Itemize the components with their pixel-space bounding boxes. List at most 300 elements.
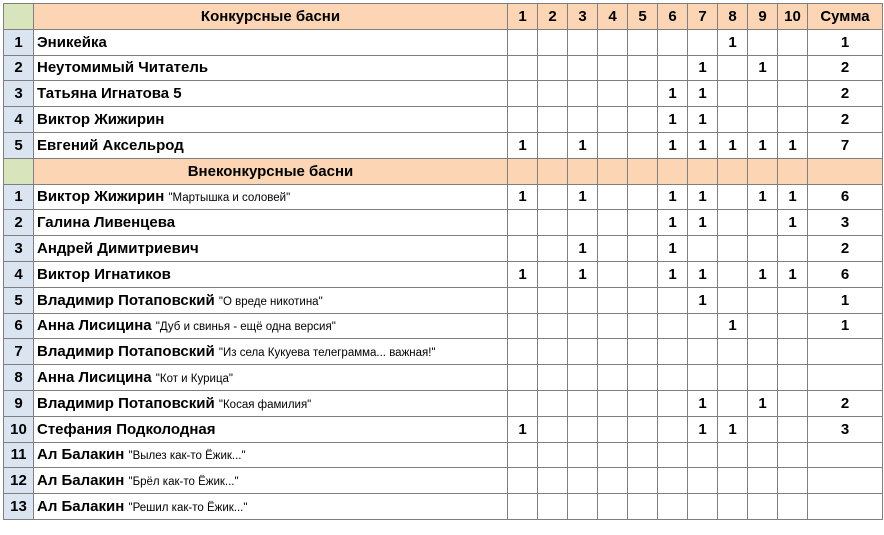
vote-cell [568,313,598,339]
vote-cell [778,442,808,468]
vote-cell [598,365,628,391]
vote-cell [538,365,568,391]
vote-cell [718,184,748,210]
vote-cell [538,416,568,442]
vote-cell [778,494,808,520]
header-corner-cell [4,158,34,184]
vote-cell [508,468,538,494]
jury-column-header [658,158,688,184]
row-number: 13 [4,494,34,520]
author-name: Андрей Димитриевич [37,240,199,258]
vote-cell [538,261,568,287]
vote-cell: 1 [658,184,688,210]
vote-cell [778,339,808,365]
vote-cell [508,313,538,339]
vote-cell [688,468,718,494]
sum-column-header: Сумма [808,4,883,30]
author-name: Владимир Потаповский [37,394,215,412]
row-number: 1 [4,184,34,210]
vote-cell: 1 [658,236,688,262]
vote-cell [628,184,658,210]
sum-cell: 2 [808,81,883,107]
vote-cell [598,210,628,236]
vote-cell [778,81,808,107]
vote-cell [598,416,628,442]
vote-cell [538,494,568,520]
vote-cell: 1 [508,132,538,158]
fable-title: "Дуб и свинья - ещё одна версия" [155,321,336,334]
row-number: 6 [4,313,34,339]
entry-cell [34,339,508,365]
vote-cell [568,210,598,236]
author-name: Владимир Потаповский [37,343,215,361]
vote-cell [628,132,658,158]
vote-cell [508,81,538,107]
row-number: 4 [4,261,34,287]
vote-cell: 1 [778,210,808,236]
vote-cell: 1 [748,390,778,416]
vote-cell [778,468,808,494]
vote-cell [508,287,538,313]
vote-cell [508,107,538,133]
vote-cell: 1 [688,184,718,210]
vote-cell [628,236,658,262]
vote-cell [688,494,718,520]
vote-cell [568,442,598,468]
author-name: Владимир Потаповский [37,291,215,309]
jury-column-header [598,158,628,184]
jury-column-header [718,158,748,184]
vote-cell [508,210,538,236]
vote-cell [508,365,538,391]
author-name: Виктор Жижирин [37,111,165,129]
sum-cell: 6 [808,184,883,210]
entry-cell [34,184,508,210]
vote-cell [748,107,778,133]
vote-cell: 1 [568,184,598,210]
vote-cell [628,55,658,81]
row-number: 12 [4,468,34,494]
section-title: Внеконкурсные басни [34,158,508,184]
author-name: Галина Ливенцева [37,214,176,232]
vote-cell [628,81,658,107]
vote-cell [688,365,718,391]
vote-cell [508,55,538,81]
jury-column-header: 6 [658,4,688,30]
entry-cell [34,442,508,468]
vote-cell [718,494,748,520]
vote-cell [718,55,748,81]
jury-column-header: 5 [628,4,658,30]
vote-cell: 1 [568,261,598,287]
vote-cell: 1 [688,210,718,236]
jury-column-header [688,158,718,184]
vote-cell [688,339,718,365]
jury-column-header [508,158,538,184]
row-number: 2 [4,55,34,81]
jury-column-header [538,158,568,184]
vote-cell [778,29,808,55]
author-name: Виктор Игнатиков [37,265,171,283]
vote-cell [628,390,658,416]
entry-cell [34,261,508,287]
vote-cell [778,390,808,416]
vote-cell [628,313,658,339]
vote-cell [508,442,538,468]
vote-cell [658,365,688,391]
entry-cell [34,29,508,55]
vote-cell [598,261,628,287]
vote-cell: 1 [778,261,808,287]
vote-cell [718,81,748,107]
vote-cell [688,29,718,55]
vote-cell [568,55,598,81]
vote-cell [568,287,598,313]
vote-cell [628,107,658,133]
vote-cell [718,442,748,468]
vote-cell: 1 [688,81,718,107]
sum-cell: 2 [808,390,883,416]
vote-cell [658,494,688,520]
vote-cell [658,390,688,416]
vote-cell [658,29,688,55]
noncompetition-header-row [4,158,883,184]
vote-cell [658,287,688,313]
vote-cell: 1 [658,81,688,107]
author-name: Стефания Подколодная [37,420,216,438]
vote-cell: 1 [748,55,778,81]
vote-cell [778,287,808,313]
vote-cell [538,287,568,313]
jury-column-header [628,158,658,184]
author-name: Неутомимый Читатель [37,59,209,77]
vote-cell [598,390,628,416]
author-name: Анна Лисицина [37,317,152,335]
row-number: 10 [4,416,34,442]
fable-title: "Вылез как-то Ёжик..." [128,450,246,463]
vote-cell [778,313,808,339]
vote-cell [748,81,778,107]
vote-cell [718,468,748,494]
vote-cell [598,132,628,158]
jury-column-header: 9 [748,4,778,30]
vote-cell [628,468,658,494]
vote-cell [688,442,718,468]
vote-cell: 1 [658,132,688,158]
vote-cell [658,416,688,442]
vote-cell: 1 [658,107,688,133]
table-row [4,416,883,442]
row-number: 4 [4,107,34,133]
fable-title: "Брёл как-то Ёжик..." [128,476,239,489]
vote-cell [508,236,538,262]
row-number: 11 [4,442,34,468]
vote-cell [538,313,568,339]
sum-cell [808,468,883,494]
vote-cell: 1 [508,416,538,442]
vote-cell [718,236,748,262]
vote-cell [568,390,598,416]
vote-cell [718,210,748,236]
entry-cell [34,107,508,133]
vote-cell [538,442,568,468]
vote-cell [568,81,598,107]
sum-cell: 2 [808,55,883,81]
vote-cell [598,29,628,55]
vote-cell: 1 [568,236,598,262]
jury-column-header: 8 [718,4,748,30]
vote-cell [778,416,808,442]
vote-cell [748,313,778,339]
vote-cell [628,210,658,236]
sum-column-header [808,158,883,184]
vote-cell: 1 [688,261,718,287]
jury-column-header: 1 [508,4,538,30]
jury-column-header: 4 [598,4,628,30]
jury-column-header: 2 [538,4,568,30]
fable-title: "Решил как-то Ёжик..." [128,502,248,515]
vote-cell [538,210,568,236]
vote-cell: 1 [748,132,778,158]
jury-column-header: 10 [778,4,808,30]
vote-cell [568,107,598,133]
vote-cell [568,468,598,494]
section-title: Конкурсные басни [34,4,508,30]
vote-cell [568,416,598,442]
vote-cell [598,236,628,262]
vote-cell: 1 [688,416,718,442]
vote-cell [598,55,628,81]
vote-cell [748,442,778,468]
vote-cell: 1 [718,29,748,55]
row-number: 7 [4,339,34,365]
vote-cell: 1 [688,132,718,158]
entry-cell [34,390,508,416]
vote-cell: 1 [568,132,598,158]
vote-cell [538,55,568,81]
vote-cell: 1 [658,210,688,236]
table-row [4,365,883,391]
vote-cell [538,339,568,365]
vote-cell [658,313,688,339]
jury-column-header: 3 [568,4,598,30]
row-number: 8 [4,365,34,391]
vote-cell: 1 [748,261,778,287]
vote-cell [748,339,778,365]
vote-cell [508,494,538,520]
vote-cell [628,339,658,365]
sum-cell [808,494,883,520]
vote-cell: 1 [688,55,718,81]
fable-title: "Кот и Курица" [155,373,234,386]
table-row [4,29,883,55]
fable-title: "О вреде никотина" [218,295,323,308]
table-row [4,132,883,158]
vote-cell: 1 [688,390,718,416]
table-row [4,261,883,287]
vote-cell [628,416,658,442]
vote-cell [598,81,628,107]
jury-column-header [748,158,778,184]
table-row [4,107,883,133]
vote-cell [568,365,598,391]
vote-cell [718,390,748,416]
fable-title: "Косая фамилия" [218,398,312,411]
row-number: 1 [4,29,34,55]
sum-cell [808,442,883,468]
sum-cell: 1 [808,313,883,339]
vote-cell [628,261,658,287]
vote-cell [778,365,808,391]
vote-cell: 1 [508,184,538,210]
vote-cell [598,442,628,468]
vote-cell [658,55,688,81]
vote-cell [508,339,538,365]
sum-cell: 3 [808,416,883,442]
sum-cell: 7 [808,132,883,158]
table-row [4,210,883,236]
vote-cell [568,494,598,520]
vote-cell [538,29,568,55]
vote-cell: 1 [718,416,748,442]
sum-cell [808,339,883,365]
table-row [4,339,883,365]
vote-cell [538,132,568,158]
row-number: 5 [4,287,34,313]
vote-cell [508,390,538,416]
entry-cell [34,55,508,81]
vote-cell: 1 [718,132,748,158]
vote-cell: 1 [688,287,718,313]
jury-column-header [778,158,808,184]
sum-cell: 3 [808,210,883,236]
author-name: Эникейка [37,33,107,51]
author-name: Татьяна Игнатова 5 [37,85,182,103]
vote-cell [748,236,778,262]
entry-cell [34,236,508,262]
row-number: 3 [4,81,34,107]
vote-cell [718,107,748,133]
vote-cell [718,287,748,313]
entry-cell [34,210,508,236]
sum-cell: 1 [808,287,883,313]
table-row [4,55,883,81]
table-row [4,236,883,262]
vote-cell [598,107,628,133]
author-name: Анна Лисицина [37,369,152,387]
vote-cell [778,55,808,81]
vote-cell: 1 [658,261,688,287]
vote-cell [568,29,598,55]
table-body [4,4,883,520]
jury-column-header: 7 [688,4,718,30]
vote-cell [538,107,568,133]
vote-table [3,3,883,520]
vote-cell: 1 [688,107,718,133]
author-name: Евгений Аксельрод [37,136,184,154]
fable-title: "Мартышка и соловей" [168,192,291,205]
vote-cell [748,468,778,494]
table-row [4,313,883,339]
vote-cell [598,287,628,313]
vote-cell [628,442,658,468]
vote-cell [628,365,658,391]
row-number: 3 [4,236,34,262]
vote-cell [688,313,718,339]
table-row [4,390,883,416]
table-row [4,184,883,210]
vote-cell [508,29,538,55]
vote-cell [658,339,688,365]
vote-cell [538,390,568,416]
header-corner-cell [4,4,34,30]
vote-cell [628,494,658,520]
author-name: Виктор Жижирин [37,188,165,206]
vote-cell [628,287,658,313]
vote-cell [748,29,778,55]
row-number: 9 [4,390,34,416]
vote-cell: 1 [718,313,748,339]
author-name: Ал Балакин [37,472,125,490]
vote-cell [718,261,748,287]
table-row [4,287,883,313]
vote-cell [628,29,658,55]
vote-cell [718,365,748,391]
vote-cell: 1 [508,261,538,287]
sum-cell [808,365,883,391]
sum-cell: 2 [808,236,883,262]
vote-cell [598,313,628,339]
entry-cell [34,81,508,107]
sum-cell: 1 [808,29,883,55]
vote-cell [748,210,778,236]
vote-cell [718,339,748,365]
sum-cell: 2 [808,107,883,133]
fable-title: "Из села Кукуева телеграмма... важная!" [218,347,436,360]
vote-cell [538,81,568,107]
vote-cell [748,494,778,520]
table-row [4,468,883,494]
sum-cell: 6 [808,261,883,287]
entry-cell [34,494,508,520]
entry-cell [34,416,508,442]
vote-cell [538,468,568,494]
entry-cell [34,313,508,339]
vote-cell [748,287,778,313]
vote-cell [778,107,808,133]
vote-cell [598,494,628,520]
vote-cell [658,468,688,494]
row-number: 2 [4,210,34,236]
jury-column-header [568,158,598,184]
table-row [4,494,883,520]
vote-cell [778,236,808,262]
table-row [4,442,883,468]
author-name: Ал Балакин [37,446,125,464]
entry-cell [34,132,508,158]
vote-cell [538,184,568,210]
vote-cell [538,236,568,262]
vote-cell [568,339,598,365]
vote-cell [598,339,628,365]
entry-cell [34,365,508,391]
vote-cell: 1 [778,184,808,210]
table-row [4,81,883,107]
entry-cell [34,468,508,494]
vote-cell [598,184,628,210]
vote-cell: 1 [748,184,778,210]
vote-cell [748,365,778,391]
